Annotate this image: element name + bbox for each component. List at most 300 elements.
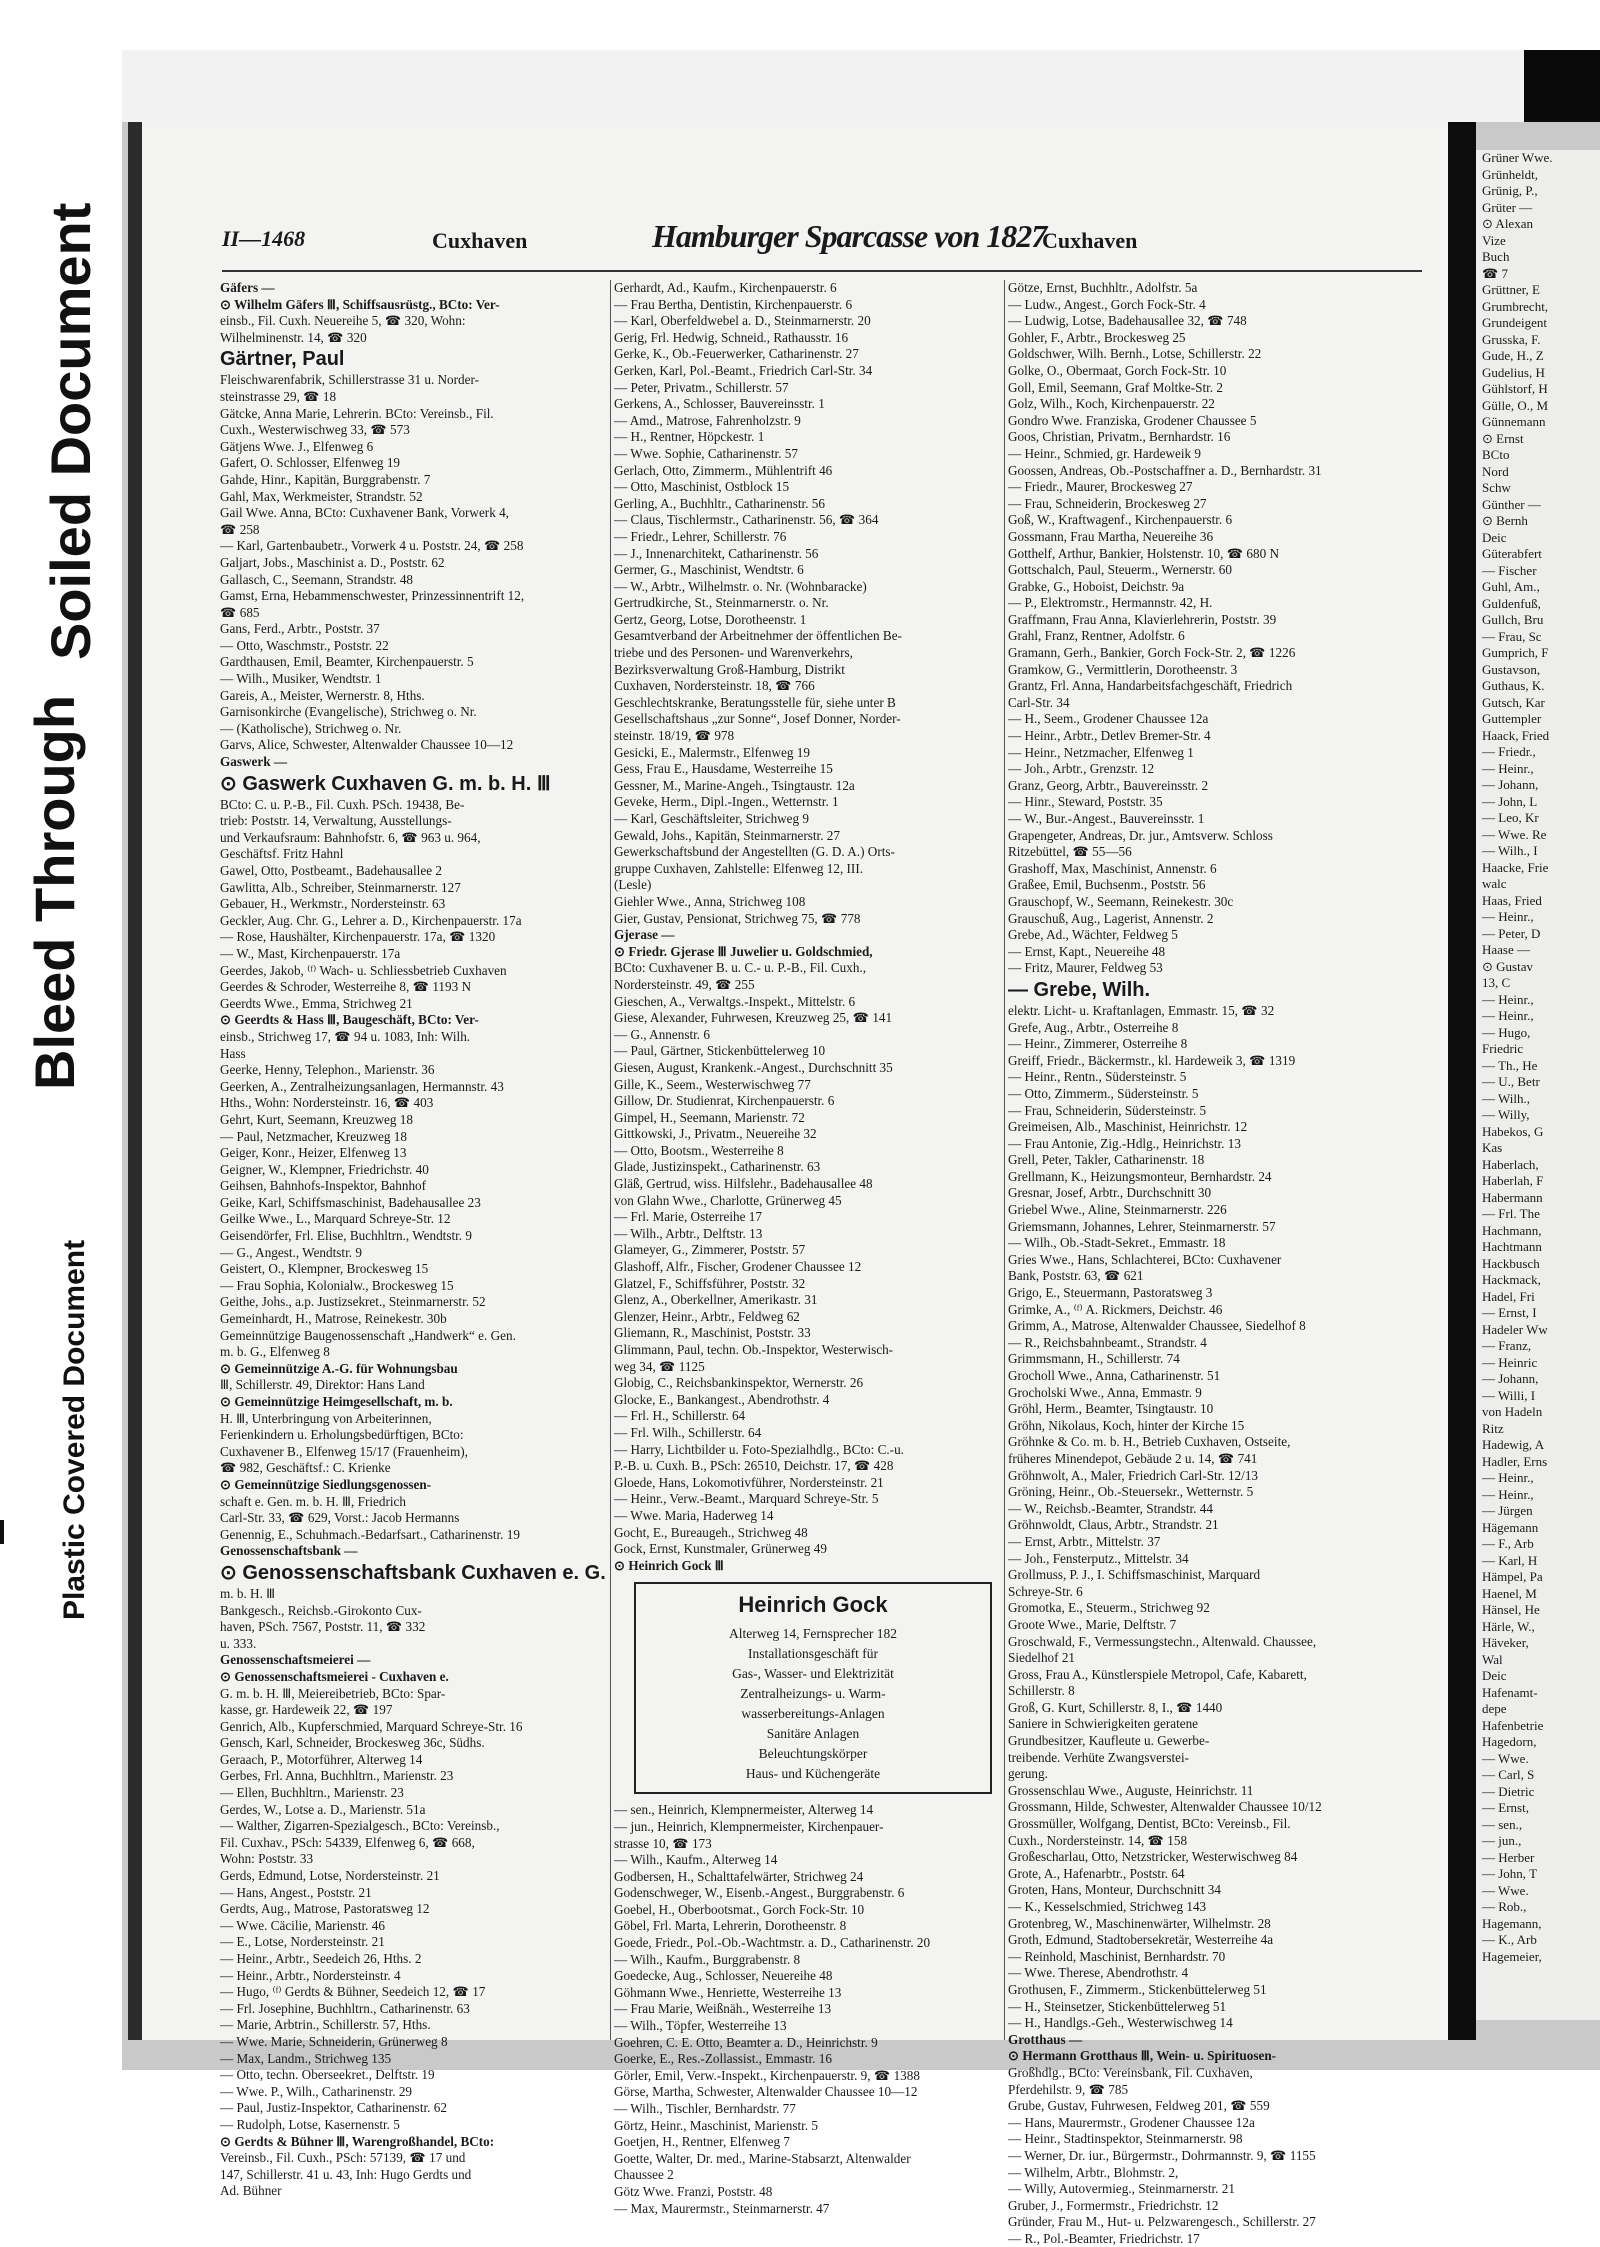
directory-entry: — Friedr., Lehrer, Schillerstr. 76 [614,528,787,544]
directory-entry: Gondro Wwe. Franziska, Grodener Chaussee 5 [1008,412,1257,428]
bleed-through-label: Bleed Through [23,694,86,1090]
directory-entry: Hths., Wohn: Nordersteinstr. 16, ☎ 403 [220,1095,434,1111]
directory-entry: Geistert, O., Klempner, Brockesweg 15 [220,1261,429,1277]
directory-entry: — Joh., Arbtr., Grenzstr. 12 [1008,761,1155,777]
adjacent-page-fragment: Grusska, F. [1482,331,1541,347]
directory-entry: — Paul, Justiz-Inspektor, Catharinenstr. 62 [220,2100,447,2116]
adjacent-page-fragment: Grünig, P., [1482,183,1538,198]
directory-entry: Gliemann, R., Maschinist, Poststr. 33 [614,1325,811,1341]
directory-entry: — Max, Landm., Strichweg 135 [220,2050,392,2066]
directory-entry: Geerdes, Jakob, ⁽ᶠ⁾ Wach- u. Schliessbetrieb Cuxhaven [220,962,507,978]
adjacent-page-fragment: Gühlstorf, H [1482,381,1548,396]
directory-entry: — Hans, Maurermstr., Grodener Chaussee 12a [1008,2114,1255,2130]
adjacent-page-fragment: — Fischer [1482,562,1537,578]
directory-entry: Graffmann, Frau Anna, Klavierlehrerin, Poststr. 39 [1008,611,1277,627]
directory-entry: — P., Elektromstr., Hermannstr. 42, H. [1008,595,1213,611]
directory-entry: Geerdes & Schroder, Westerreihe 8, ☎ 1193 N [220,979,472,995]
directory-entry: — R., Reichsbahnbeamt., Strandstr. 4 [1008,1334,1207,1350]
directory-entry: Grauschuß, Aug., Lagerist, Annenstr. 2 [1008,910,1214,926]
adjacent-page-fragment: depe [1482,1701,1507,1716]
adjacent-page-fragment: Hachmann, [1482,1222,1542,1238]
directory-entry: Goette, Walter, Dr. med., Marine-Stabsarzt, Altenwalder [614,2150,911,2166]
directory-entry: — Hugo, ⁽ᶠ⁾ Gerdts & Bühner, Seedeich 12, ☎ 17 [220,1984,486,2000]
directory-entry: trieb: Poststr. 14, Verwaltung, Ausstellungs- [220,813,452,829]
directory-entry: — Ernst, Arbtr., Mittelstr. 37 [1008,1533,1161,1549]
directory-entry: — H., Steinsetzer, Stickenbüttelerweg 51 [1008,1998,1227,2014]
directory-entry: Goedecke, Aug., Schlosser, Neuereihe 48 [614,1968,833,1984]
directory-entry: Grossenschlau Wwe., Auguste, Heinrichstr. 11 [1008,1782,1254,1798]
directory-entry: Geisendörfer, Frl. Elise, Buchhltrn., Wendtstr. 9 [220,1228,472,1244]
directory-entry: — Otto, Waschmstr., Poststr. 22 [220,637,389,653]
directory-entry: Gawel, Otto, Postbeamt., Badehausallee 2 [220,863,442,878]
directory-entry: Geigner, W., Klempner, Friedrichstr. 40 [220,1161,429,1177]
directory-entry: Görse, Martha, Schwester, Altenwalder Chaussee 10—12 [614,2084,918,2100]
adjacent-page-fragment: — John, T [1482,1866,1538,1881]
directory-entry: Vereinsb., Fil. Cuxh., PSch: 57139, ☎ 17 und [220,2150,466,2166]
directory-entry: Genossenschaftsbank — [220,1543,358,1559]
adjacent-page-fragment: Hadeler Ww [1482,1321,1548,1337]
directory-entry: Wohn: Poststr. 33 [220,1851,314,1867]
directory-entry: — Otto, techn. Oberseekret., Delftstr. 19 [220,2067,435,2083]
directory-entry: BCto: Cuxhavener B. u. C.- u. P.-B., Fil. Cuxh., [614,960,867,976]
adjacent-page-fragment: — Karl, H [1482,1552,1538,1568]
directory-entry: — Heinr., Zimmerer, Osterreihe 8 [1008,1036,1188,1052]
adjacent-page-fragment: — Willi, I [1482,1387,1536,1403]
directory-entry: Grossmüller, Wolfgang, Dentist, BCto: Vereinsb., Fil. [1008,1816,1291,1832]
directory-entry: — Joh., Fensterputz., Mittelstr. 34 [1008,1550,1189,1566]
adjacent-page-fragment: — Frl. The [1482,1206,1540,1221]
directory-entry: Griemsmann, Johannes, Lehrer, Steinmarnerstr. 57 [1008,1218,1276,1234]
directory-entry: Goos, Christian, Privatm., Bernhardstr. 16 [1008,429,1231,445]
directory-entry: — Frau, Schneiderin, Brockesweg 27 [1008,495,1207,511]
directory-entry: — Wilh., Ob.-Stadt-Sekret., Emmastr. 18 [1008,1235,1226,1251]
directory-entry: einsb., Fil. Cuxh. Neuereihe 5, ☎ 320, Wohn: [220,313,466,329]
directory-entry: ⊙ Heinrich Gock Ⅲ [614,1557,724,1573]
adjacent-page-fragment: Schw [1482,480,1511,495]
directory-entry: Goldschwer, Wilh. Bernh., Lotse, Schillerstr. 22 [1008,346,1262,362]
directory-entry: ☎ 685 [220,604,260,620]
directory-entry: Grocholski Wwe., Anna, Emmastr. 9 [1008,1384,1202,1400]
directory-entry: — Wilhelm, Arbtr., Blohmstr. 2, [1008,2164,1179,2180]
directory-entry: — Heinr., Netzmacher, Elfenweg 1 [1008,744,1194,760]
directory-entry: Granz, Georg, Arbtr., Bauvereinsstr. 2 [1008,777,1209,793]
adjacent-page-fragment: Grumbrecht, [1482,298,1549,314]
directory-entry: ⊙ Wilhelm Gäfers Ⅲ, Schiffsausrüstg., BCto: Ver- [220,296,500,312]
adjacent-page-fragment: Buch [1482,249,1510,264]
directory-entry: — Ludwig, Lotse, Badehausallee 32, ☎ 748 [1008,313,1247,329]
directory-entry: Carl-Str. 34 [1008,694,1070,710]
directory-entry: von Glahn Wwe., Charlotte, Grünerweg 45 [614,1192,842,1208]
adjacent-page-fragment: Ritz [1482,1420,1504,1436]
directory-entry: Goß, W., Kraftwagenf., Kirchenpauerstr. 6 [1008,512,1233,528]
directory-entry: — Ludw., Angest., Gorch Fock-Str. 4 [1008,296,1206,312]
directory-entry: Gotthelf, Arthur, Bankier, Holstenstr. 10, ☎ 680 N [1008,545,1280,561]
directory-entry: Gawlitta, Alb., Schreiber, Steinmarnerstr. 127 [220,879,461,895]
ad-line: Sanitäre Anlagen [766,1726,860,1742]
directory-entry: — J., Innenarchitekt, Catharinenstr. 56 [614,545,819,561]
header-brand-logo: Hamburger Sparcasse von 1827 [652,218,1047,254]
directory-entry: steinstr. 18/19, ☎ 978 [614,728,735,744]
directory-entry: Grahl, Franz, Rentner, Adolfstr. 6 [1008,628,1185,644]
adjacent-page-fragment: Wal [1482,1651,1503,1667]
directory-entry: Göbel, Frl. Marta, Lehrerin, Dorotheenstr. 8 [614,1918,847,1934]
directory-entry: ⊙ Genossenschaftsbank Cuxhaven e. G. [220,1561,606,1584]
adjacent-page-fragment: — jun., [1482,1833,1522,1848]
adjacent-page-fragment: Hadler, Erns [1482,1453,1548,1469]
directory-entry: treibende. Verhüte Zwangsverstei- [1008,1749,1190,1765]
column-divider-1 [610,280,611,2040]
adjacent-page-fragment: — Carl, S [1482,1767,1535,1782]
adjacent-page-fragment: — Ernst, [1482,1800,1529,1815]
directory-entry: Goebel, H., Oberbootsmat., Gorch Fock-Str. 10 [614,1901,865,1917]
adjacent-page-fragment: — Peter, D [1482,925,1541,941]
directory-entry: Gareis, A., Meister, Wernerstr. 8, Hths. [220,687,425,703]
adjacent-page-fragment: Härle, W., [1482,1618,1535,1634]
adjacent-page-fragment: Gullch, Bru [1482,612,1544,627]
directory-entry: — K., Kesselschmied, Strichweg 143 [1008,1899,1207,1914]
column-1 [220,280,608,2200]
adjacent-page-fragment: ⊙ Alexan [1482,216,1533,231]
directory-entry: Gossmann, Frau Martha, Neuereihe 36 [1008,528,1214,544]
adjacent-page-fragment: Grüner Wwe. [1482,150,1553,165]
adjacent-page-edge [1476,150,1600,2020]
adjacent-page-fragment: — Heinr., [1482,1008,1534,1023]
directory-entry: Grimm, A., Matrose, Altenwalder Chaussee, Siedelhof 8 [1008,1318,1306,1334]
adjacent-page-fragment: BCto [1482,447,1510,462]
directory-entry: Bezirksverwaltung Groß-Hamburg, Distrikt [614,661,845,677]
directory-entry: — Hinr., Steward, Poststr. 35 [1008,794,1163,810]
directory-entry: Garvs, Alice, Schwester, Altenwalder Chaussee 10—12 [220,737,514,753]
directory-entry: ⊙ Hermann Grotthaus Ⅲ, Wein- u. Spirituosen- [1008,2048,1277,2064]
directory-entry: Gess, Frau E., Hausdame, Westerreihe 15 [614,761,833,777]
adjacent-page-fragment: Hämpel, Pa [1482,1569,1543,1584]
directory-entry: Gröhnwoldt, Claus, Arbtr., Strandstr. 21 [1008,1517,1219,1533]
directory-entry: Geerdts Wwe., Emma, Strichweg 21 [220,995,413,1011]
directory-entry: Gillow, Dr. Studienrat, Kirchenpauerstr. 6 [614,1093,835,1109]
directory-entry: Geerken, A., Zentralheizungsanlagen, Hermannstr. 43 [220,1078,504,1094]
directory-entry: Germer, G., Maschinist, Wendtstr. 6 [614,562,804,578]
adjacent-page-fragment: — Heinr., [1482,991,1534,1007]
adjacent-page-fragment: Grundeigent [1482,315,1547,330]
directory-entry: Goll, Emil, Seemann, Graf Moltke-Str. 2 [1008,379,1223,395]
directory-entry: Nordersteinstr. 49, ☎ 255 [614,976,755,992]
directory-entry: Geckler, Aug. Chr. G., Lehrer a. D., Kirchenpauerstr. 17a [220,912,522,928]
ad-line: Gas-, Wasser- und Elektrizität [732,1666,894,1682]
scanner-margin [0,0,120,2177]
directory-entry: Golke, O., Obermaat, Gorch Fock-Str. 10 [1008,362,1227,378]
directory-entry: Gärtner, Paul [220,348,345,371]
adjacent-page-fragment: — Herber [1482,1849,1535,1865]
directory-entry: — Peter, Privatm., Schillerstr. 57 [614,379,789,395]
directory-entry: — Wilh., Kaufm., Burggrabenstr. 8 [614,1951,801,1967]
directory-entry: — Paul, Netzmacher, Kreuzweg 18 [220,1128,407,1144]
directory-entry: Grell, Peter, Takler, Catharinenstr. 18 [1008,1152,1205,1168]
directory-entry: Grigo, E., Steuermann, Pastoratsweg 3 [1008,1285,1213,1301]
directory-entry: Schillerstr. 8 [1008,1683,1075,1699]
adjacent-page-fragment: Haenel, M [1482,1585,1537,1601]
directory-entry: Grundbesitzer, Kaufleute u. Gewerbe- [1008,1733,1210,1749]
directory-entry: Großhdlg., BCto: Vereinsbank, Fil. Cuxhaven, [1008,2064,1253,2080]
directory-entry: Grotenbreg, W., Maschinenwärter, Wilhelmstr. 28 [1008,1915,1271,1931]
column-2 [614,280,1002,2217]
directory-entry: Carl-Str. 33, ☎ 629, Vorst.: Jacob Hermanns [220,1510,460,1526]
adjacent-page-fragment: Hagedorn, [1482,1734,1537,1749]
scan-dark-corner [1524,50,1600,122]
directory-entry: — (Katholische), Strichweg o. Nr. [220,720,402,736]
adjacent-page-fragment: Guldenfuß, [1482,595,1541,611]
adjacent-page-fragment: Hänsel, He [1482,1602,1540,1617]
plastic-covered-label: Plastic Covered Document [58,1239,91,1620]
adjacent-page-fragment: — Heinr., [1482,760,1534,776]
directory-entry: — Frl. Wilh., Schillerstr. 64 [614,1424,762,1440]
directory-entry: Geveke, Herm., Dipl.-Ingen., Wetternstr. 1 [614,794,839,810]
directory-entry: m. b. G., Elfenweg 8 [220,1344,330,1360]
directory-entry: — Heinr., Arbtr., Detlev Bremer-Str. 4 [1008,728,1211,744]
directory-entry: strasse 10, ☎ 173 [614,1835,712,1851]
directory-entry: Bank, Poststr. 63, ☎ 621 [1008,1268,1144,1284]
directory-entry: — Wilh., Musiker, Wendtstr. 1 [220,671,382,687]
directory-entry: Götz Wwe. Franzi, Poststr. 48 [614,2183,773,2199]
adjacent-page-fragment: Hadewig, A [1482,1437,1545,1452]
column-divider-2 [1004,280,1005,2040]
directory-entry: Gröhnke & Co. m. b. H., Betrieb Cuxhaven, Ostseite, [1008,1434,1291,1450]
directory-entry: — Rudolph, Lotse, Kasernenstr. 5 [220,2116,400,2132]
page-number: II—1468 [222,226,306,251]
ad-line: Haus- und Küchengeräte [745,1766,881,1782]
adjacent-page-fragment: — Leo, Kr [1482,810,1539,825]
directory-entry: Siedelhof 21 [1008,1650,1076,1666]
directory-entry: — Heinr., Rentn., Südersteinstr. 5 [1008,1069,1187,1085]
directory-entry: Gromotka, E., Steuerm., Strichweg 92 [1008,1600,1210,1616]
directory-entry: und Verkaufsraum: Bahnhofstr. 6, ☎ 963 u. 964, [220,829,481,845]
directory-entry: Glade, Justizinspekt., Catharinenstr. 63 [614,1159,821,1175]
directory-entry: früheres Minendepot, Gebäude 2 u. 14, ☎ 741 [1008,1450,1258,1466]
directory-entry: Groth, Edmund, Stadtobersekretär, Westerreihe 4a [1008,1932,1274,1948]
directory-entry: Gail Wwe. Anna, BCto: Cuxhavener Bank, Vorwerk 4, [220,505,509,521]
directory-entry: Gäfers — [220,280,275,295]
directory-entry: Geilke Wwe., L., Marquard Schreye-Str. 12 [220,1211,451,1227]
directory-entry: — Ernst, Kapt., Neuereihe 48 [1008,943,1166,959]
directory-entry: — Paul, Gärtner, Stickenbüttelerweg 10 [614,1043,826,1059]
adjacent-page-fragment: Grüttner, E [1482,282,1540,297]
directory-entry: Fil. Cuxhav., PSch: 54339, Elfenweg 6, ☎ 668, [220,1834,475,1850]
header-city-right: Cuxhaven [1042,228,1138,253]
header-city-left: Cuxhaven [432,228,528,253]
directory-entry: — W., Mast, Kirchenpauerstr. 17a [220,945,401,961]
directory-entry: Giehler Wwe., Anna, Strichweg 108 [614,893,806,909]
scan-top-margin [122,50,1600,122]
directory-entry: Götze, Ernst, Buchhltr., Adolfstr. 5a [1008,280,1198,295]
directory-entry: Ferienkindern u. Erholungsbedürftigen, BCto: [220,1427,464,1443]
directory-entry: Cuxhaven, Nordersteinstr. 18, ☎ 766 [614,678,815,694]
directory-entry: — Wwe. Marie, Schneiderin, Grünerweg 8 [220,2033,448,2049]
directory-entry: Godenschweger, W., Eisenb.-Angest., Burggrabenstr. 6 [614,1885,905,1901]
directory-entry: — Frl. Josephine, Buchhltrn., Catharinenstr. 63 [220,2000,470,2016]
directory-entry: Gittkowski, J., Privatm., Neuereihe 32 [614,1126,817,1142]
directory-entry: Greiff, Friedr., Bäckermstr., kl. Hardeweik 3, ☎ 1319 [1008,1052,1296,1068]
directory-entry: Geithe, Johs., a.p. Justizsekret., Steinmarnerstr. 52 [220,1294,486,1310]
adjacent-page-fragment: Gumprich, F [1482,645,1549,660]
directory-entry: Gamst, Erna, Hebammenschwester, Prinzessinnentrift 12, [220,588,525,604]
adjacent-page-fragment: — Rob., [1482,1899,1527,1914]
directory-entry: Gemeinhardt, H., Matrose, Reinekestr. 30b [220,1311,447,1327]
directory-entry: Grebe, Ad., Wächter, Feldweg 5 [1008,927,1178,943]
directory-entry: Groß, G. Kurt, Schillerstr. 8, I., ☎ 1440 [1008,1699,1223,1715]
directory-entry: Gille, K., Seem., Westerwischweg 77 [614,1076,811,1092]
page-header [222,218,1422,268]
directory-entry: Grashoff, Max, Maschinist, Annenstr. 6 [1008,860,1217,876]
directory-entry: Gramkow, G., Vermittlerin, Dorotheenstr. 3 [1008,661,1238,677]
adjacent-page-fragment: 13, C [1482,975,1511,990]
directory-entry: — Grebe, Wilh. [1008,978,1151,1001]
adjacent-page-fragment: Haacke, Frie [1482,859,1549,875]
adjacent-page-fragment: Habermann [1482,1189,1543,1205]
adjacent-page-fragment: Haas, Fried [1482,892,1542,908]
directory-entry: — Frau Marie, Weißnäh., Westerreihe 13 [614,2001,832,2017]
directory-entry: — Karl, Geschäftsleiter, Strichweg 9 [614,811,810,826]
directory-entry: Globig, C., Reichsbankinspektor, Wernerstr. 26 [614,1375,864,1391]
directory-entry: Golz, Wilh., Koch, Kirchenpauerstr. 22 [1008,396,1215,412]
adjacent-page-fragment: — sen., [1482,1816,1523,1832]
adjacent-page-fragment: Hachtmann [1482,1239,1542,1254]
adjacent-page-fragment: — Hugo, [1482,1024,1531,1040]
adjacent-page-fragment: — Heinr., [1482,909,1534,924]
directory-entry: Grantz, Frl. Anna, Handarbeitsfachgeschäft, Friedrich [1008,678,1293,694]
adjacent-page-fragment: Deic [1482,1668,1507,1683]
directory-entry: Groote Wwe., Marie, Delftstr. 7 [1008,1616,1177,1632]
directory-entry: Grocholl Wwe., Anna, Catharinenstr. 51 [1008,1368,1221,1383]
directory-entry: — Marie, Arbtrin., Schillerstr. 57, Hths. [220,2017,431,2033]
directory-entry: Gaswerk — [220,754,288,770]
adjacent-page-fragment: walc [1482,876,1507,891]
directory-entry: Genrich, Alb., Kupferschmied, Marquard Schreye-Str. 16 [220,1718,523,1734]
directory-entry: — Wilh., Tischler, Bernhardstr. 77 [614,2101,796,2116]
directory-entry: (Lesle) [614,877,652,893]
directory-entry: ⊙ Gemeinnützige Siedlungsgenossen- [220,1476,432,1492]
ad-line: wasserbereitungs-Anlagen [741,1706,885,1722]
directory-entry: — Karl, Gartenbaubetr., Vorwerk 4 u. Poststr. 24, ☎ 258 [220,538,524,554]
directory-entry: Greimeisen, Alb., Maschinist, Heinrichstr. 12 [1008,1119,1248,1135]
adjacent-page-fragment: Günther — [1482,496,1541,512]
directory-entry: — G., Angest., Wendtstr. 9 [220,1244,362,1260]
adjacent-page-fragment: — Th., He [1482,1057,1538,1073]
page-gutter-shadow [1448,122,1476,2040]
directory-entry: Geschlechtskranke, Beratungsstelle für, siehe unter B [614,694,896,710]
directory-entry: — Otto, Maschinist, Ostblock 15 [614,479,790,495]
adjacent-page-fragment: Hackbusch [1482,1255,1540,1271]
directory-entry: ⊙ Gemeinnützige Heimgesellschaft, m. b. [220,1394,453,1409]
directory-entry: — H., Seem., Grodener Chaussee 12a [1008,711,1209,727]
directory-entry: — Ellen, Buchhltrn., Marienstr. 23 [220,1785,404,1801]
directory-entry: Goossen, Andreas, Ob.-Postschaffner a. D., Bernhardstr. 31 [1008,462,1322,478]
directory-entry: — Wwe. P., Wilh., Catharinenstr. 29 [220,2083,413,2099]
directory-entry: Göhmann Wwe., Henriette, Westerreihe 13 [614,1984,842,2000]
directory-entry: Bankgesch., Reichsb.-Girokonto Cux- [220,1602,422,1618]
directory-entry: Grollmuss, P. J., I. Schiffsmaschinist, Marquard [1008,1567,1261,1583]
directory-entry: — Wwe. Maria, Haderweg 14 [614,1507,774,1523]
directory-entry: — G., Annenstr. 6 [614,1026,710,1042]
directory-entry: Ad. Bühner [220,2183,282,2199]
directory-entry: Glatzel, F., Schiffsführer, Poststr. 32 [614,1275,806,1291]
adjacent-page-fragment: ☎ 7 [1482,265,1508,281]
directory-entry: ⊙ Gemeinnützige A.-G. für Wohnungsbau [220,1360,458,1376]
directory-entry: Giesen, August, Krankenk.-Angest., Durchschnitt 35 [614,1059,893,1075]
adjacent-page-fragment: Habekos, G [1482,1123,1544,1139]
directory-entry: — Heinr., Arbtr., Seedeich 26, Hths. 2 [220,1951,422,1966]
directory-entry: Gerdes, W., Lotse a. D., Marienstr. 51a [220,1801,426,1817]
directory-entry: Wilhelminenstr. 14, ☎ 320 [220,329,367,345]
directory-entry: Görler, Emil, Verw.-Inspekt., Kirchenpauerstr. 9, ☎ 1388 [614,2067,920,2083]
directory-page [128,122,1462,2246]
directory-entry: — Frau Sophia, Kolonialw., Brockesweg 15 [220,1277,454,1293]
adjacent-page-fragment: — Friedr., [1482,744,1536,759]
adjacent-page-fragment: — Heinr., [1482,1470,1534,1485]
directory-entry: Gieschen, A., Verwaltgs.-Inspekt., Mittelstr. 6 [614,993,856,1009]
directory-entry: ⊙ Geerdts & Hass Ⅲ, Baugeschäft, BCto: Ver- [220,1012,479,1028]
directory-entry: Gock, Ernst, Kunstmaler, Grünerweg 49 [614,1541,827,1557]
directory-entry: Geiger, Konr., Heizer, Elfenweg 13 [220,1145,407,1161]
adjacent-page-fragment: Guhl, Am., [1482,579,1540,594]
directory-entry: Goehren, C. E. Otto, Beamter a. D., Heinrichstr. 9 [614,2034,878,2050]
directory-entry: Gewald, Johs., Kapitän, Steinmarnerstr. 27 [614,827,840,843]
directory-entry: steinstrasse 29, ☎ 18 [220,388,337,404]
directory-entry: BCto: C. u. P.-B., Fil. Cuxh. PSch. 19438, Be- [220,796,465,812]
directory-entry: Grapengeter, Andreas, Dr. jur., Amtsverw. Schloss [1008,827,1273,843]
adjacent-page-fragment: — Frau, Sc [1482,628,1542,644]
directory-entry: Ⅲ, Schillerstr. 49, Direktor: Hans Land [220,1377,425,1393]
directory-entry: Gründer, Frau M., Hut- u. Pelzwarengesch., Schillerstr. 27 [1008,2214,1316,2230]
directory-entry: Cuxh., Nordersteinstr. 14, ☎ 158 [1008,1832,1188,1848]
directory-entry: gerung. [1008,1766,1048,1782]
margin-tick [0,1520,4,1544]
adjacent-page-fragment: Hagemeier, [1482,1948,1542,1964]
directory-entry: Grauschopf, W., Seemann, Reinekestr. 30c [1008,893,1234,909]
directory-entry: Saniere in Schwierigkeiten geratene [1008,1716,1199,1732]
directory-entry: — R., Pol.-Beamter, Friedrichstr. 17 [1008,2230,1200,2246]
directory-entry: Grimke, A., ⁽ᶠ⁾ A. Rickmers, Deichstr. 46 [1008,1301,1223,1317]
directory-entry: — Walther, Zigarren-Spezialgesch., BCto: Vereinsb., [220,1818,500,1834]
directory-entry: — Wilh., Arbtr., Delftstr. 13 [614,1225,763,1241]
directory-entry: — Heinr., Arbtr., Nordersteinstr. 4 [220,1967,401,1983]
directory-entry: Geschäftsf. Fritz Hahnl [220,846,344,862]
directory-entry: Gröhl, Herm., Beamter, Tsingtaustr. 10 [1008,1401,1214,1417]
directory-entry: Cuxh., Westerwischweg 33, ☎ 573 [220,422,410,438]
directory-entry: Glashoff, Alfr., Fischer, Grodener Chaussee 12 [614,1259,862,1275]
directory-entry: — Otto, Zimmerm., Südersteinstr. 5 [1008,1085,1199,1101]
ad-title: Heinrich Gock [738,1592,888,1618]
directory-entry: — jun., Heinrich, Klempnermeister, Kirchenpauer- [614,1818,884,1834]
directory-entry: Gläß, Gertrud, wiss. Hilfslehr., Badehausallee 48 [614,1176,873,1192]
directory-entry: Gehrt, Kurt, Seemann, Kreuzweg 18 [220,1111,413,1127]
soiled-document-label: Soiled Document [39,202,102,660]
directory-entry: Grossmann, Hilde, Schwester, Altenwalder Chaussee 10/12 [1008,1799,1322,1815]
directory-entry: Gramann, Gerh., Bankier, Gorch Fock-Str. 2, ☎ 1226 [1008,645,1296,661]
adjacent-page-fragment: — Wilh., I [1482,843,1538,858]
directory-entry: — Wwe. Cäcilie, Marienstr. 46 [220,1917,385,1933]
directory-entry: Goerke, E., Res.-Zollassist., Emmastr. 16 [614,2051,832,2067]
directory-entry: Fleischwarenfabrik, Schillerstrasse 31 u. Norder- [220,372,480,388]
adjacent-page-fragment: — Heinric [1482,1354,1538,1370]
directory-entry: — W., Reichsb.-Beamter, Strandstr. 44 [1008,1500,1213,1516]
adjacent-page-fragment: Güterabfert [1482,546,1542,561]
scanned-page-area [122,50,1600,2246]
directory-entry: Gerbes, Frl. Anna, Buchhltrn., Marienstr. 23 [220,1768,454,1784]
directory-entry: Genennig, E., Schuhmach.-Bedarfsart., Catharinenstr. 19 [220,1526,520,1542]
directory-entry: Gruber, J., Formermstr., Friedrichstr. 12 [1008,2197,1219,2213]
directory-entry: — Heinr., Verw.-Beamt., Marquard Schreye-Str. 5 [614,1491,879,1507]
adjacent-page-fragment: — Wilh., [1482,1090,1530,1106]
directory-entry: Gerkens, A., Schlosser, Bauvereinsstr. 1 [614,396,825,412]
